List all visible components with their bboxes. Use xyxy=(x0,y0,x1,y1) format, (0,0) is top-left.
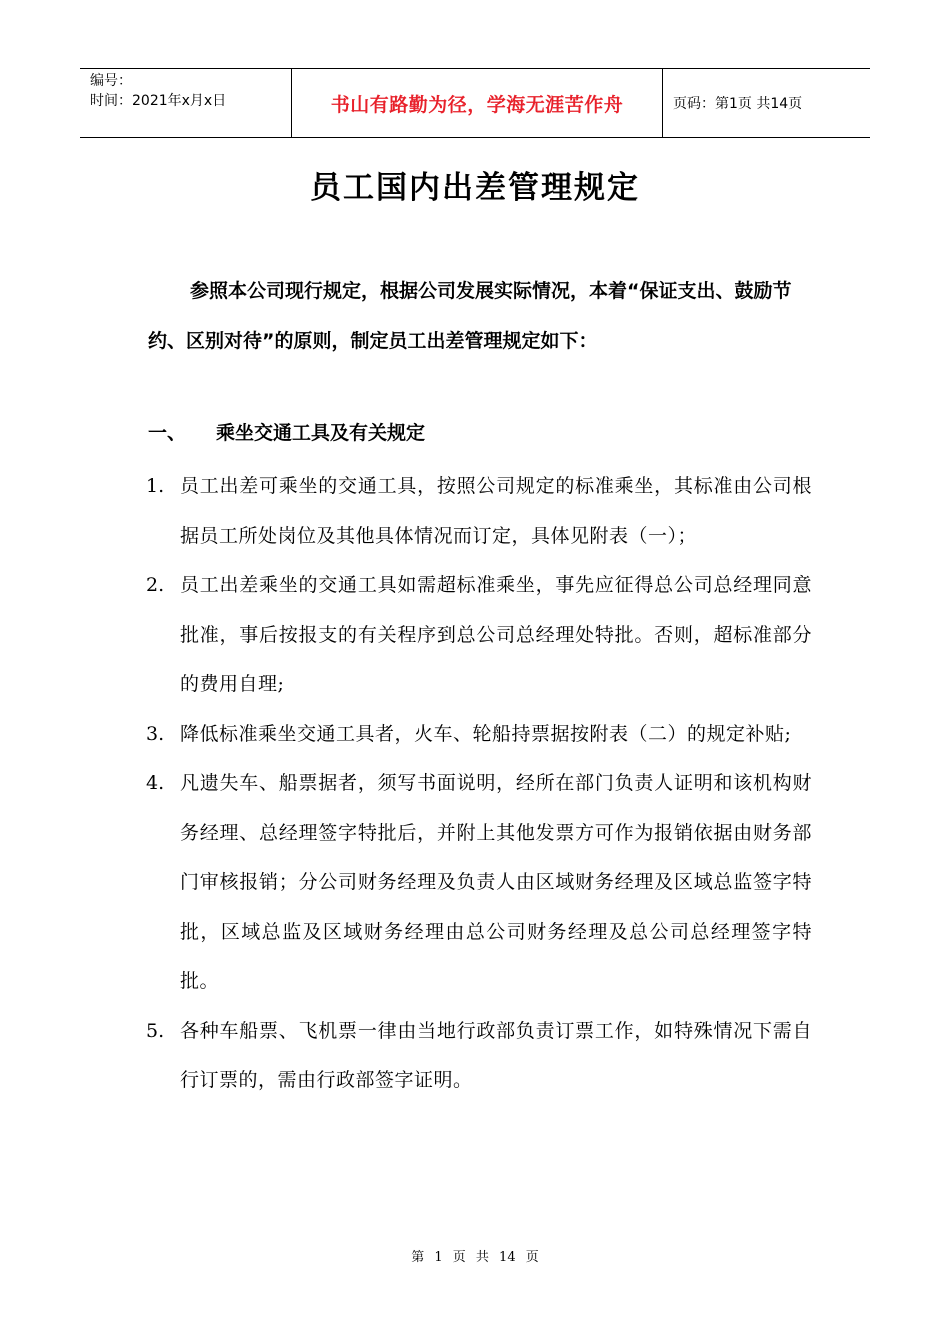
page-info: 页码：第1页 共14页 xyxy=(673,96,803,112)
list-item xyxy=(146,1007,812,1106)
intro-paragraph: 参照本公司现行规定，根据公司发展实际情况，本着“保证支出、鼓励节约、区别对待”的原则，制定员工出差管理规定如下： xyxy=(148,280,792,352)
header-page-cell xyxy=(663,69,870,137)
number-label: 编号： xyxy=(90,73,132,89)
item-text: 降低标准乘坐交通工具者，火车、轮船持票据按附表（二）的规定补贴; xyxy=(180,722,792,745)
item-number: 1. xyxy=(146,475,165,497)
section-title: 乘坐交通工具及有关规定 xyxy=(216,422,426,444)
header-motto-cell xyxy=(292,69,663,137)
section-number: 一、 xyxy=(148,422,187,444)
time-label: 时间：2021年x月x日 xyxy=(90,93,227,109)
document-title: 员工国内出差管理规定 xyxy=(310,170,640,206)
list-item xyxy=(146,462,812,561)
list-item xyxy=(146,710,812,760)
list-item xyxy=(146,759,812,1007)
item-text: 凡遗失车、船票据者，须写书面说明，经所在部门负责人证明和该机构财务经理、总经理签字特批后，并附上其他发票方可作为报销依据由财务部门审核报销；分公司财务经理及负责人由区域财务经理及区域总监签字特批，区域总监及区域财务经理由总公司财务经理及总公司总经理签字特批。 xyxy=(180,772,812,992)
item-number: 3. xyxy=(146,722,165,745)
item-text: 员工出差可乘坐的交通工具，按照公司规定的标准乘坐，其标准由公司根据员工所处岗位及其他具体情况而订定，具体见附表（一）； xyxy=(180,475,812,547)
rules-list xyxy=(146,462,812,1106)
item-number: 2. xyxy=(146,574,165,596)
item-text: 员工出差乘坐的交通工具如需超标准乘坐，事先应征得总公司总经理同意批准，事后按报支的有关程序到总公司总经理处特批。否则，超标准部分的费用自理; xyxy=(180,574,812,695)
header-meta xyxy=(80,69,292,137)
section-heading xyxy=(148,418,425,445)
document-header xyxy=(80,68,870,138)
page-footer: 第 1 页 共 14 页 xyxy=(411,1250,539,1265)
list-item xyxy=(146,561,812,710)
item-text: 各种车船票、飞机票一律由当地行政部负责订票工作，如特殊情况下需自行订票的，需由行政部签字证明。 xyxy=(180,1019,812,1091)
motto: 书山有路勤为径，学海无涯苦作舟 xyxy=(330,93,624,116)
item-number: 5. xyxy=(146,1019,165,1042)
item-number: 4. xyxy=(146,772,165,794)
